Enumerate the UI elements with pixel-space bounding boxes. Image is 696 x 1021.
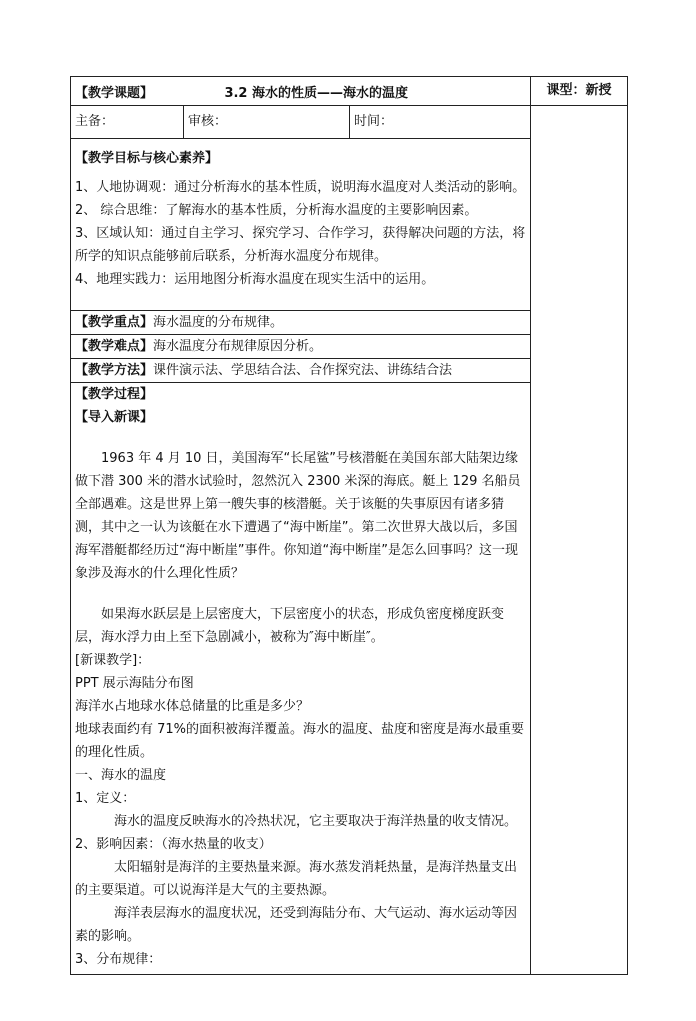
intro-answer: 如果海水跃层是上层密度大，下层密度小的状态，形成负密度梯度跃变层，海水浮力由上至下急剧减小，被称为″海中断崖″。: [75, 607, 505, 645]
section-heading: 一、海水的温度: [75, 768, 167, 783]
process-heading: 【教学过程】: [75, 387, 154, 402]
distribution-label: 3、分布规律：: [75, 952, 162, 967]
ppt-note: PPT 展示海陆分布图: [75, 676, 194, 691]
topic-label: 【教学课题】: [75, 85, 154, 101]
goals-cell: [71, 139, 531, 311]
header-cell: [71, 77, 531, 106]
method-text: 课件演示法、学思结合法、合作探究法、讲练结合法: [153, 363, 453, 378]
process-cell: [71, 383, 531, 975]
method-cell: [71, 359, 531, 383]
course-type-cell: [531, 77, 628, 106]
preparer-field: 主备：: [71, 106, 184, 138]
goal-item: 4、地理实践力：运用地图分析海水温度在现实生活中的运用。: [75, 272, 435, 287]
difficulty-label: 【教学难点】: [75, 339, 154, 354]
key-point-text: 海水温度的分布规律。: [153, 315, 284, 330]
goal-item: 3、区域认知：通过自主学习、探究学习、合作学习，获得解决问题的方法，将所学的知识点能够前后联系，分析海水温度分布规律。: [75, 226, 526, 264]
key-point-cell: [71, 311, 531, 335]
difficulty-text: 海水温度分布规律原因分析。: [153, 339, 323, 354]
time-field: 时间：: [354, 114, 394, 129]
key-point-label: 【教学重点】: [75, 315, 154, 330]
new-lesson-label: [新课教学]：: [75, 653, 151, 668]
course-type: 课型：新授: [546, 83, 612, 98]
lesson-plan-table: [70, 76, 628, 975]
factors-text: 太阳辐射是海洋的主要热量来源。海水蒸发消耗热量，是海洋热量支出的主要渠道。可以说海洋是大气的主要热源。: [75, 860, 518, 898]
method-label: 【教学方法】: [75, 363, 154, 378]
intro-story: 1963 年 4 月 10 日，美国海军“长尾鲨”号核潜艇在美国东部大陆架边缘做下潜 300 米的潜水试验时，忽然沉入 2300 米深的海底。艇上 129 名船员全部遇难。这是世界上第一艘失事的核潜艇。关于该艇的失事原因有诸多猜测，其中之一认为该艇在水下遭遇了“海中断崖”。第二次世界大战以后，多国海军潜艇都经历过“海中断崖”事件。你知道“海中断崖”是怎么回事吗？这一现象涉及海水的什么理化性质？: [75, 451, 521, 581]
lesson-title: 3.2 海水的性质——海水的温度: [224, 85, 408, 101]
intro-heading: 【导入新课】: [75, 410, 154, 425]
goal-item: 2、 综合思维：了解海水的基本性质，分析海水温度的主要影响因素。: [75, 203, 478, 218]
difficulty-cell: [71, 335, 531, 359]
question-text: 海洋水占地球水体总储量的比重是多少？: [75, 699, 310, 714]
goals-heading: 【教学目标与核心素养】: [75, 151, 219, 166]
goal-item: 1、人地协调观：通过分析海水的基本性质，说明海水温度对人类活动的影响。: [75, 180, 526, 195]
reviewer-field: 审核：: [184, 106, 350, 138]
definition-text: 海水的温度反映海水的冷热状况，它主要取决于海洋热量的收支情况。: [114, 814, 518, 829]
definition-label: 1、定义：: [75, 791, 136, 806]
factors-text: 海洋表层海水的温度状况，还受到海陆分布、大气运动、海水运动等因素的影响。: [75, 906, 518, 944]
factors-label: 2、影响因素：（海水热量的收支）: [75, 837, 272, 852]
meta-cell: [71, 106, 531, 139]
side-column: [531, 106, 628, 975]
answer-text: 地球表面约有 71%的面积被海洋覆盖。海水的温度、盐度和密度是海水最重要的理化性质。: [75, 722, 525, 760]
